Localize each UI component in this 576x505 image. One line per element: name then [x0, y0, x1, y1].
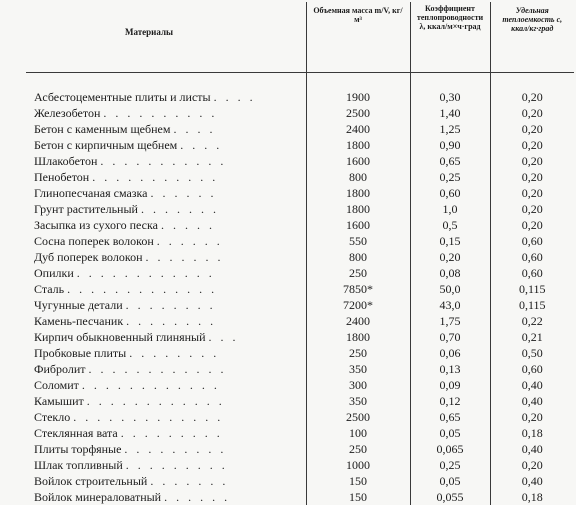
table-row	[26, 217, 574, 233]
table-row	[26, 409, 574, 425]
leader-dots: . . . . . . . . . . . .	[89, 362, 227, 376]
leader-dots: . . . . . . . . .	[121, 426, 223, 440]
leader-dots: . . . . . . . . . . .	[100, 154, 226, 168]
heat-capacity-value: 0,60	[490, 361, 574, 377]
density-value: 300	[306, 377, 410, 393]
conductivity-value: 0,70	[410, 329, 490, 345]
density-value: 2500	[306, 409, 410, 425]
heat-capacity-value: 0,20	[490, 153, 574, 169]
heat-capacity-value: 0,20	[490, 169, 574, 185]
conductivity-value: 0,06	[410, 345, 490, 361]
density-value: 1800	[306, 185, 410, 201]
table-row	[26, 249, 574, 265]
table-row	[26, 281, 574, 297]
material-name: Фибролит . . . . . . . . . . . .	[26, 361, 306, 377]
heat-capacity-value: 0,60	[490, 265, 574, 281]
leader-dots: . . . . . . . . .	[124, 442, 226, 456]
header-material: Материалы	[26, 2, 306, 73]
material-name: Плиты торфяные . . . . . . . . .	[26, 441, 306, 457]
density-value: 250	[306, 265, 410, 281]
table-row	[26, 329, 574, 345]
heat-capacity-value: 0,21	[490, 329, 574, 345]
conductivity-value: 0,05	[410, 473, 490, 489]
table-row	[26, 121, 574, 137]
material-name: Бетон с каменным щебнем . . . .	[26, 121, 306, 137]
density-value: 350	[306, 361, 410, 377]
heat-capacity-value: 0,50	[490, 345, 574, 361]
heat-capacity-value: 0,20	[490, 105, 574, 121]
conductivity-value: 0,30	[410, 89, 490, 105]
material-name: Железобетон . . . . . . . . . .	[26, 105, 306, 121]
conductivity-value: 0,60	[410, 185, 490, 201]
density-value: 350	[306, 393, 410, 409]
header-density: Объемная масса m/V, кг/м³	[306, 2, 410, 73]
density-value: 800	[306, 169, 410, 185]
conductivity-value: 0,25	[410, 169, 490, 185]
header-conductivity: Коэффициент теплопроводности λ, ккал/м×ч·град	[410, 2, 490, 73]
density-value: 250	[306, 345, 410, 361]
conductivity-value: 50,0	[410, 281, 490, 297]
leader-dots: . . . . . .	[157, 234, 223, 248]
density-value: 100	[306, 425, 410, 441]
conductivity-value: 0,08	[410, 265, 490, 281]
conductivity-value: 0,12	[410, 393, 490, 409]
material-name: Пробковые плиты . . . . . . . .	[26, 345, 306, 361]
material-name: Засыпка из сухого песка . . . . .	[26, 217, 306, 233]
heat-capacity-value: 0,20	[490, 201, 574, 217]
table-row	[26, 169, 574, 185]
leader-dots: . . . .	[214, 90, 256, 104]
conductivity-value: 0,055	[410, 489, 490, 505]
leader-dots: . . . . . . . . . . .	[92, 170, 218, 184]
heat-capacity-value: 0,115	[490, 297, 574, 313]
table-row	[26, 313, 574, 329]
table-row	[26, 233, 574, 249]
material-name: Глинопесчаная смазка . . . . . .	[26, 185, 306, 201]
material-name: Стекло . . . . . . . . . . . . .	[26, 409, 306, 425]
density-value: 250	[306, 441, 410, 457]
leader-dots: . . . . . . . .	[126, 298, 216, 312]
material-name: Асбестоцементные плиты и листы . . . .	[26, 89, 306, 105]
conductivity-value: 0,65	[410, 153, 490, 169]
leader-dots: . . . . . . . . . . . .	[87, 394, 225, 408]
heat-capacity-value: 0,20	[490, 121, 574, 137]
density-value: 7200*	[306, 297, 410, 313]
density-value: 1600	[306, 217, 410, 233]
table-row	[26, 297, 574, 313]
material-name: Камышит . . . . . . . . . . . .	[26, 393, 306, 409]
conductivity-value: 0,15	[410, 233, 490, 249]
heat-capacity-value: 0,40	[490, 473, 574, 489]
material-name: Сталь . . . . . . . . . . . . .	[26, 281, 306, 297]
conductivity-value: 0,90	[410, 137, 490, 153]
table-row	[26, 201, 574, 217]
leader-dots: . . . . . .	[151, 186, 217, 200]
heat-capacity-value: 0,115	[490, 281, 574, 297]
table-row	[26, 441, 574, 457]
leader-dots: . . . . . . . . . . . . .	[73, 410, 223, 424]
conductivity-value: 0,05	[410, 425, 490, 441]
table-row	[26, 425, 574, 441]
material-name: Кирпич обыкновенный глиняный . . .	[26, 329, 306, 345]
conductivity-value: 0,25	[410, 457, 490, 473]
heat-capacity-value: 0,40	[490, 377, 574, 393]
conductivity-value: 1,0	[410, 201, 490, 217]
density-value: 550	[306, 233, 410, 249]
density-value: 1600	[306, 153, 410, 169]
header-heat-capacity: Удельная теплоемкость c, ккал/кг·град	[490, 2, 574, 73]
heat-capacity-value: 0,20	[490, 457, 574, 473]
table-row	[26, 137, 574, 153]
material-name: Соломит . . . . . . . . . . . .	[26, 377, 306, 393]
table-row	[26, 361, 574, 377]
leader-dots: . . . . . . . .	[126, 314, 216, 328]
material-name: Шлакобетон . . . . . . . . . . .	[26, 153, 306, 169]
table-row	[26, 393, 574, 409]
density-value: 150	[306, 473, 410, 489]
leader-dots: . . . . . . .	[146, 250, 224, 264]
density-value: 1800	[306, 137, 410, 153]
conductivity-value: 1,25	[410, 121, 490, 137]
material-name: Сосна поперек волокон . . . . . .	[26, 233, 306, 249]
leader-dots: . . . . . . . . .	[126, 458, 228, 472]
density-value: 1800	[306, 201, 410, 217]
density-value: 150	[306, 489, 410, 505]
conductivity-value: 0,13	[410, 361, 490, 377]
conductivity-value: 1,75	[410, 313, 490, 329]
heat-capacity-value: 0,60	[490, 249, 574, 265]
leader-dots: . . . . . . . . . . . .	[77, 266, 215, 280]
material-name: Войлок строительный . . . . . . .	[26, 473, 306, 489]
table-row	[26, 185, 574, 201]
table-row	[26, 105, 574, 121]
density-value: 7850*	[306, 281, 410, 297]
heat-capacity-value: 0,20	[490, 217, 574, 233]
conductivity-value: 0,5	[410, 217, 490, 233]
material-name: Бетон с кирпичным щебнем . . . .	[26, 137, 306, 153]
material-name: Опилки . . . . . . . . . . . .	[26, 265, 306, 281]
density-value: 2400	[306, 121, 410, 137]
conductivity-value: 1,40	[410, 105, 490, 121]
density-value: 2400	[306, 313, 410, 329]
leader-dots: . . . .	[180, 138, 222, 152]
heat-capacity-value: 0,18	[490, 489, 574, 505]
conductivity-value: 0,20	[410, 249, 490, 265]
density-value: 800	[306, 249, 410, 265]
table-row	[26, 377, 574, 393]
density-value: 1000	[306, 457, 410, 473]
leader-dots: . . . . . . .	[150, 474, 228, 488]
table-row	[26, 89, 574, 105]
conductivity-value: 43,0	[410, 297, 490, 313]
material-name: Войлок минераловатный . . . . . .	[26, 489, 306, 505]
heat-capacity-value: 0,20	[490, 89, 574, 105]
heat-capacity-value: 0,18	[490, 425, 574, 441]
material-name: Шлак топливный . . . . . . . . .	[26, 457, 306, 473]
heat-capacity-value: 0,20	[490, 409, 574, 425]
materials-table	[26, 2, 574, 505]
material-name: Дуб поперек волокон . . . . . . .	[26, 249, 306, 265]
heat-capacity-value: 0,20	[490, 185, 574, 201]
leader-dots: . . . . . . .	[141, 202, 219, 216]
density-value: 2500	[306, 105, 410, 121]
leader-dots: . . . . . . . . . .	[103, 106, 217, 120]
density-value: 1800	[306, 329, 410, 345]
spacer-row	[26, 73, 574, 90]
leader-dots: . . . . . . . .	[129, 346, 219, 360]
table-row	[26, 489, 574, 505]
material-name: Пенобетон . . . . . . . . . . .	[26, 169, 306, 185]
conductivity-value: 0,65	[410, 409, 490, 425]
conductivity-value: 0,065	[410, 441, 490, 457]
leader-dots: . . . .	[173, 122, 215, 136]
heat-capacity-value: 0,40	[490, 393, 574, 409]
table-row	[26, 153, 574, 169]
table-row	[26, 473, 574, 489]
density-value: 1900	[306, 89, 410, 105]
table-header	[26, 2, 574, 73]
leader-dots: . . . . .	[161, 218, 215, 232]
heat-capacity-value: 0,40	[490, 441, 574, 457]
conductivity-value: 0,09	[410, 377, 490, 393]
heat-capacity-value: 0,60	[490, 233, 574, 249]
material-name: Чугунные детали . . . . . . . .	[26, 297, 306, 313]
material-name: Стеклянная вата . . . . . . . . .	[26, 425, 306, 441]
material-name: Камень-песчаник . . . . . . . .	[26, 313, 306, 329]
heat-capacity-value: 0,20	[490, 137, 574, 153]
table-body	[26, 73, 574, 505]
table-row	[26, 457, 574, 473]
leader-dots: . . . . . . . . . . . .	[82, 378, 220, 392]
leader-dots: . . .	[209, 330, 239, 344]
table-row	[26, 265, 574, 281]
leader-dots: . . . . . . . . . . . . .	[67, 282, 217, 296]
heat-capacity-value: 0,22	[490, 313, 574, 329]
material-name: Грунт растительный . . . . . . .	[26, 201, 306, 217]
leader-dots: . . . . . .	[164, 490, 230, 504]
table-row	[26, 345, 574, 361]
